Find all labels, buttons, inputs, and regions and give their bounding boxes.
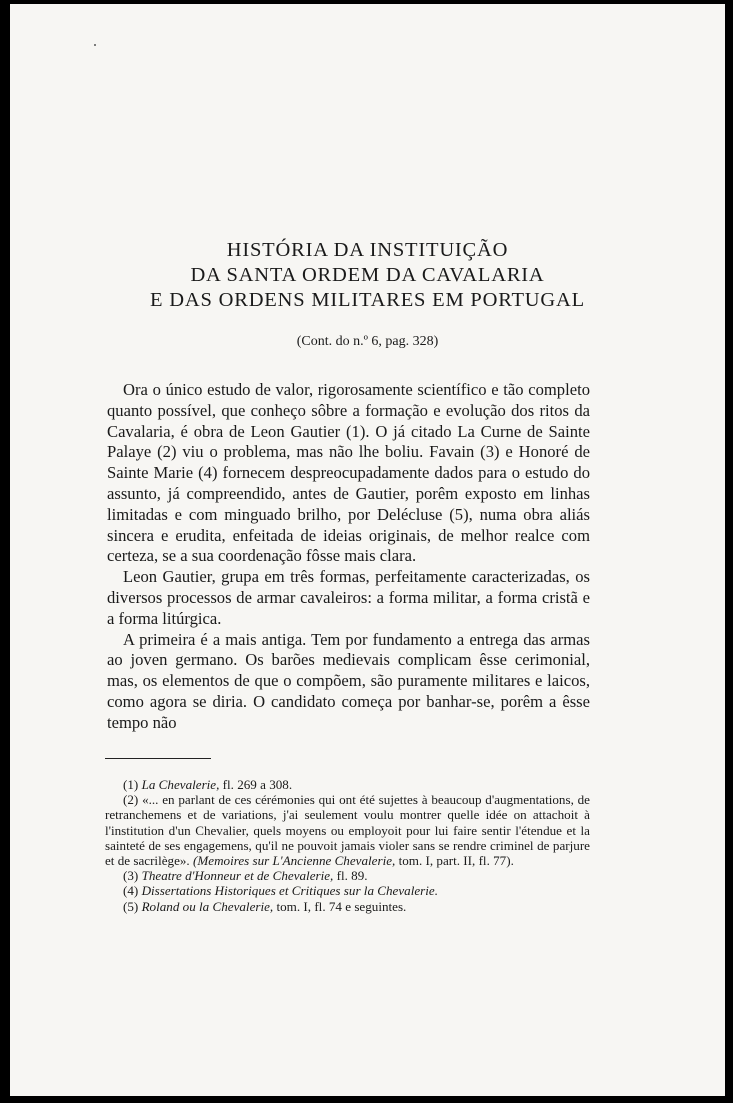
paragraph-3: A primeira é a mais antiga. Tem por fundamento a entrega das armas ao joven germano. Os barões medievais complicam êsse cerimonial, mas, os elementos de que o compõem, são puramente militares e laicos, como agora se diria. O candidato começa por banhar-se, porêm a êsse tempo não <box>107 629 590 732</box>
ink-speck <box>94 44 96 46</box>
footnote-5: (5) Roland ou la Chevalerie, tom. I, fl. 74 e seguintes. <box>123 898 407 914</box>
footnote-3: (3) Theatre d'Honneur et de Chevalerie, fl. 89. <box>123 868 368 884</box>
footnote-1: (1) La Chevalerie, fl. 269 a 308. <box>123 777 293 792</box>
footnote-divider <box>105 758 211 759</box>
title-line-2: DA SANTA ORDEM DA CAVALARIA <box>190 264 545 286</box>
page <box>10 4 725 1096</box>
article-title <box>10 238 725 313</box>
footnote-4: (4) Dissertations Historiques et Critiques sur la Chevalerie. <box>123 883 438 899</box>
body-text <box>107 380 590 734</box>
paragraph-2: Leon Gautier, grupa em três formas, perfeitamente caracterizadas, os diversos processos de armar cavaleiros: a forma militar, a forma cristã e a forma litúrgica. <box>107 567 590 628</box>
footnotes <box>105 777 590 914</box>
footnote-2: (2) «... en parlant de ces cérémonies qui ont été sujettes à beaucoup d'augmentations, de retranchemens et de variations, j'ai seulement voulu montrer quelle idée on attachoit à l'institution d'un Chevalier, quels moyens ou employoit pour lui faire sentir l'étendue et la sainteté de ses engagemens, qu'il ne pouvoit jamais violer sans se rendre criminel de parjure et de sacrilège». (Memoires sur L'Ancienne Chevalerie, tom. I, part. II, fl. 77). <box>105 792 590 869</box>
title-line-1: HISTÓRIA DA INSTITUIÇÃO <box>226 239 509 261</box>
continuation-note: (Cont. do n.º 6, pag. 328) <box>296 334 439 349</box>
paragraph-1: Ora o único estudo de valor, rigorosamente scientífico e tão completo quanto possível, que conheço sôbre a formação e evolução dos ritos da Cavalaria, é obra de Leon Gautier (1). O já citado La Curne de Sainte Palaye (2) viu o problema, mas não lhe boliu. Favain (3) e Honoré de Sainte Marie (4) fornecem despreocupadamente dados para o estudo do assunto, já compreendido, antes de Gautier, porêm exposto em linhas limitadas e com minguado brilho, por Delécluse (5), numa obra aliás sincera e erudita, enfeitada de ideias originais, de melhor realce com certeza, se a sua coordenação fôsse mais clara. <box>107 380 590 566</box>
title-line-3: E DAS ORDENS MILITARES EM PORTUGAL <box>150 289 585 311</box>
